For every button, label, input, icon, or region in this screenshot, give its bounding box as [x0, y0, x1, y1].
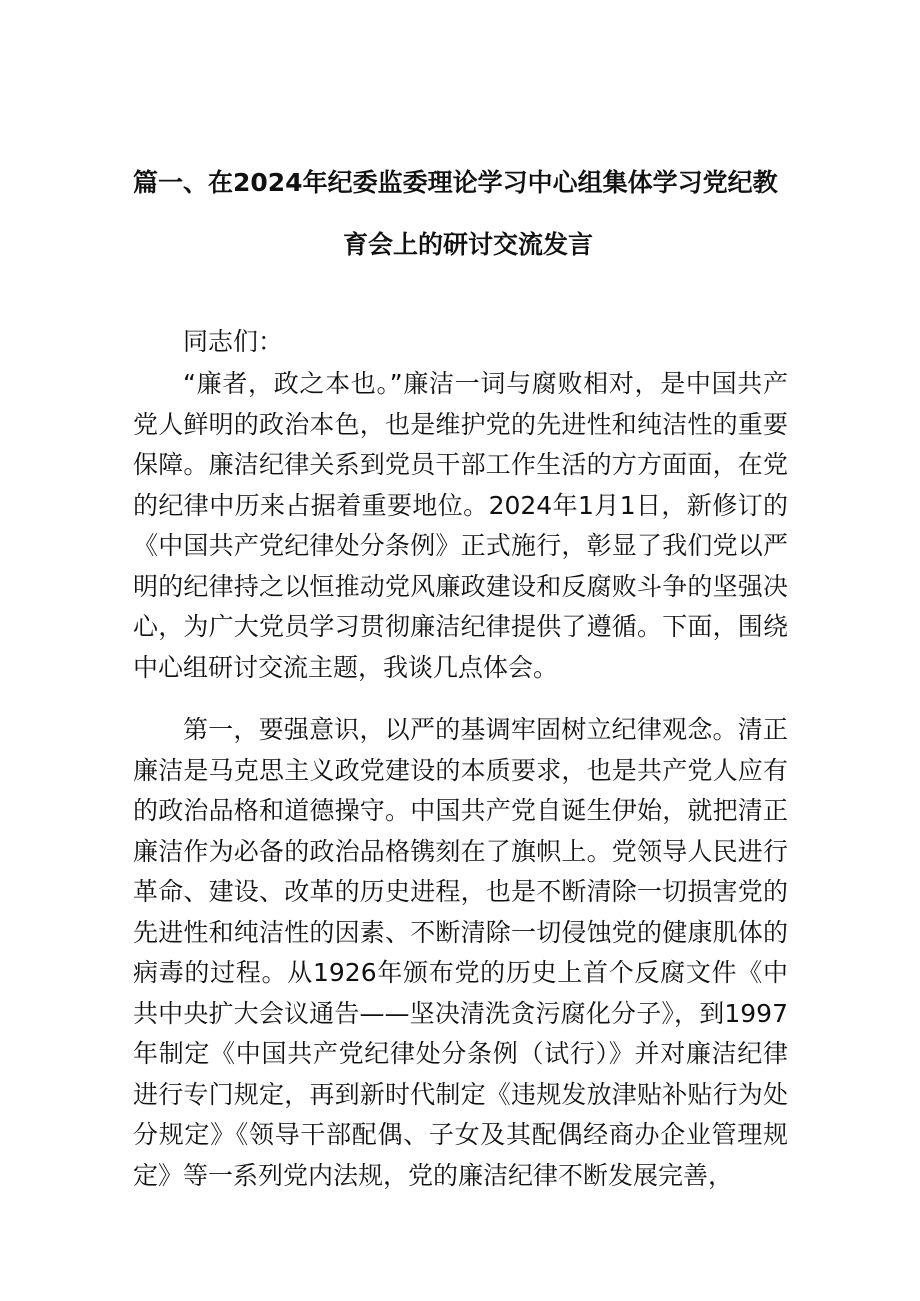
paragraph-2: 第一，要强意识，以严的基调牢固树立纪律观念。清正廉洁是马克思主义政党建设的本质要求，也是共产党人应有的政治品格和道德操守。中国共产党自诞生伊始，就把清正廉洁作为必备的政治品格镌刻在了旗帜上。党领导人民进行革命、建设、改革的历史进程，也是不断清除一切损害党的先进性和纯洁性的因素、不断清除一切侵蚀党的健康肌体的病毒的过程。从1926年颁布党的历史上首个反腐文件《中共中央扩大会议通告——坚决清洗贪污腐化分子》，到1997年制定《中国共产党纪律处分条例（试行）》并对廉洁纪律进行专门规定，再到新时代制定《违规发放津贴补贴行为处分规定》《领导干部配偶、子女及其配偶经商办企业管理规定》等一系列党内法规，党的廉洁纪律不断发展完善，	[133, 715, 788, 1190]
paragraph-1-block	[133, 364, 788, 688]
paragraph-1: “廉者，政之本也。”廉洁一词与腐败相对，是中国共产党人鲜明的政治本色，也是维护党的先进性和纯洁性的重要保障。廉洁纪律关系到党员干部工作生活的方方面面，在党的纪律中历来占据着重要地位。2024年1月1日，新修订的《中国共产党纪律处分条例》正式施行，彰显了我们党以严明的纪律持之以恒推动党风廉政建设和反腐败斗争的坚强决心，为广大党员学习贯彻廉洁纪律提供了遵循。下面，围绕中心组研讨交流主题，我谈几点体会。	[133, 369, 788, 682]
document-title-line-1: 篇一、在2024年纪委监委理论学习中心组集体学习党纪教	[133, 168, 778, 197]
document-title-line-2: 育会上的研讨交流发言	[343, 230, 594, 259]
salutation: 同志们：	[183, 327, 284, 356]
paragraph-2-block	[133, 710, 788, 1196]
